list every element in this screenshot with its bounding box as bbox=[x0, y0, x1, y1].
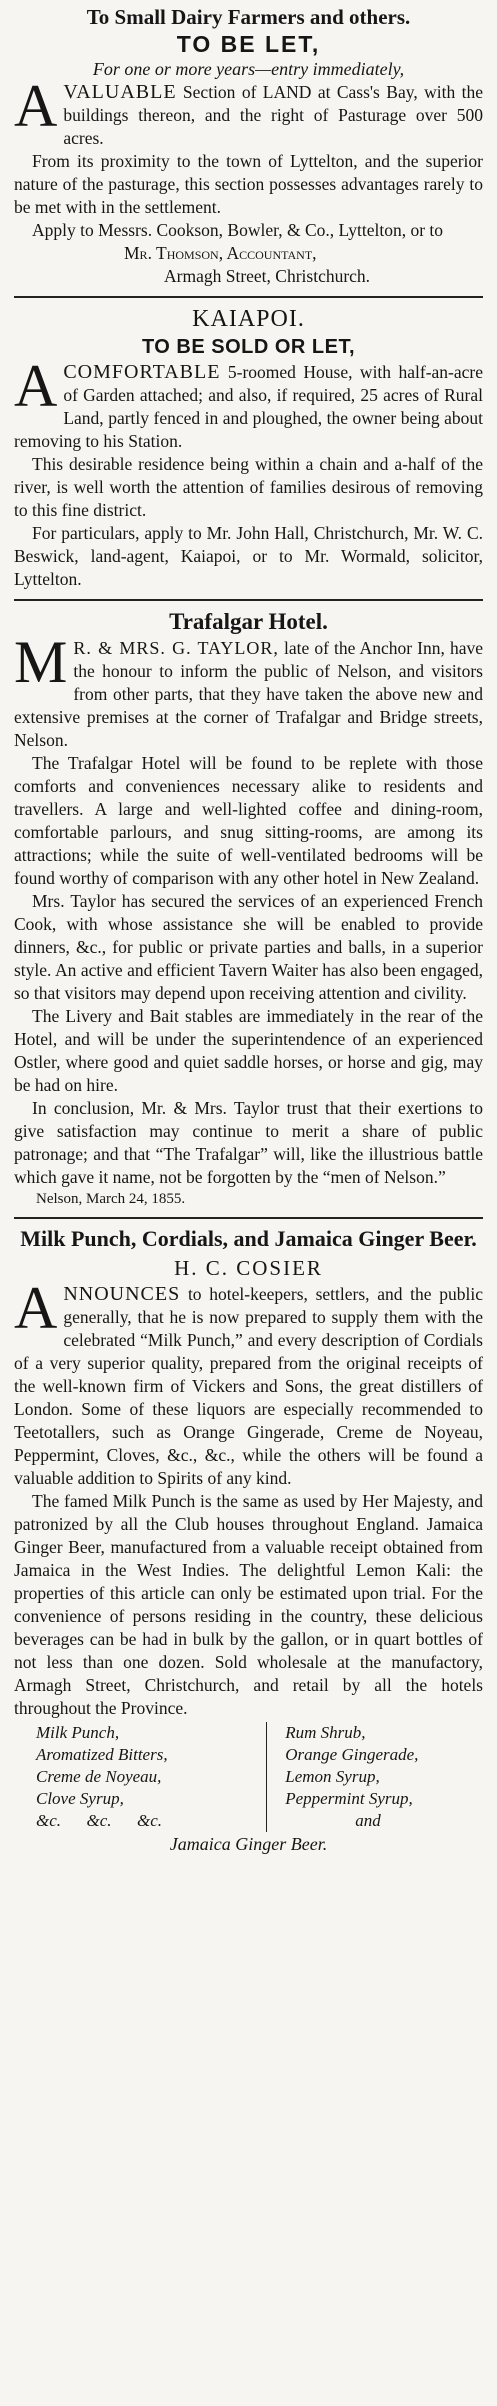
ad4-product-list-right bbox=[267, 1722, 483, 1832]
ad1-subheading: For one or more years—entry immediately, bbox=[92, 59, 405, 79]
product-item: and bbox=[355, 1811, 381, 1830]
ad3-paragraph-4: The Livery and Bait stables are immediately in the rear of the Hotel, and will be under the superintendence of an experienced Ostler, where good and quiet saddle horses, or horse and gig, may be had on hire. bbox=[14, 1006, 483, 1095]
ad4-footer: Jamaica Ginger Beer. bbox=[169, 1834, 328, 1854]
ad1-contact-street: Armagh Street, Christchurch. bbox=[164, 266, 371, 286]
ad4-paragraph-1 bbox=[14, 1275, 483, 1490]
ad2-heading: KAIAPOI. bbox=[192, 306, 305, 332]
product-item: Rum Shrub, bbox=[285, 1723, 366, 1742]
product-item: Aromatized Bitters, bbox=[36, 1745, 168, 1764]
ad2-lead-word: COMFORTABLE bbox=[63, 361, 221, 383]
ad4-drop-cap: A bbox=[14, 1275, 58, 1341]
ad1-paragraph-3: Apply to Messrs. Cookson, Bowler, & Co., Lyttelton, or to bbox=[32, 220, 444, 240]
product-item: &c. &c. &c. bbox=[36, 1811, 163, 1830]
ad1-to-let: TO BE LET, bbox=[176, 31, 321, 57]
ad4-paragraph-1-text: to hotel-keepers, settlers, and the public generally, that he is now prepared to supply them with the celebrated “Milk Punch,” and every description of Cordials of a very superior quality, prepared from the original receipts of the well-known firm of Vickers and Sons, the great distillers of London. Some of these liquors are especially recommended to Teetotallers, such as Orange Gingerade, Creme de Noyeau, Peppermint, Cloves, &c., &c., while the others will be found a valuable addition to Spirits of any kind. bbox=[14, 1284, 483, 1488]
ad2-paragraph-2: This desirable residence being within a chain and a-half of the river, is well worth the attention of families desirous of removing to this fine district. bbox=[14, 454, 483, 520]
ad3-dateline: Nelson, March 24, 1855. bbox=[36, 1191, 186, 1207]
ad3-paragraph-5: In conclusion, Mr. & Mrs. Taylor trust that their exertions to give satisfaction may continue to merit a share of public patronage; and that “The Trafalgar” will, like the illustrious battle which gave it name, not be forgotten by the “men of Nelson.” bbox=[14, 1098, 483, 1187]
ad4-product-list-left bbox=[14, 1722, 267, 1832]
ad2-paragraph-1-text: 5-roomed House, with half-an-acre of Garden attached; and also, if required, 25 acres of Rural Land, partly fenced in and ploughed, the owner being about removing to his Station. bbox=[14, 362, 483, 451]
ad1-body bbox=[14, 73, 483, 288]
ad4-product-list bbox=[14, 1722, 483, 1832]
product-item: Milk Punch, bbox=[36, 1723, 120, 1742]
ad4-merchant-name: H. C. COSIER bbox=[174, 1256, 323, 1280]
product-item: Peppermint Syrup, bbox=[285, 1789, 413, 1808]
ad1-contact-name: Mr. Thomson, Accountant, bbox=[124, 243, 317, 263]
ad-kaiapoi bbox=[14, 304, 483, 591]
ad-dairy-farmers bbox=[14, 4, 483, 288]
ad3-drop-cap: M bbox=[14, 629, 68, 695]
ad3-lead-word: R. & MRS. G. TAYLOR, bbox=[73, 638, 279, 658]
divider bbox=[14, 1217, 483, 1219]
ad3-paragraph-1 bbox=[14, 629, 483, 752]
ad4-paragraph-2: The famed Milk Punch is the same as used by Her Majesty, and patronized by all the Club houses throughout England. Jamaica Ginger Beer, manufactured from a valuable receipt obtained from Jamaica in the West Indies. The delightful Lemon Kali: the properties of this article can only be estimated upon trial. For the convenience of persons residing in the country, these delicious beverages can be had in bulk by the gallon, or in quart bottles of not less than one dozen. Sold wholesale at the manufactory, Armagh Street, Christchurch, and retail by all the hotels throughout the Province. bbox=[14, 1491, 483, 1718]
product-item: Clove Syrup, bbox=[36, 1789, 124, 1808]
ad1-heading: To Small Dairy Farmers and others. bbox=[86, 5, 411, 29]
ad3-paragraph-3: Mrs. Taylor has secured the services of an experienced French Cook, with whose assistance she will be enabled to provide dinners, &c., for public or private parties and balls, in a superior style. An active and efficient Tavern Waiter has also been engaged, so that visitors may depend upon receiving attention and civility. bbox=[14, 891, 483, 1003]
ad4-body bbox=[14, 1275, 483, 1720]
ad3-heading: Trafalgar Hotel. bbox=[169, 609, 328, 634]
ad2-paragraph-3: For particulars, apply to Mr. John Hall, Christchurch, Mr. W. C. Beswick, land-agent, Kaiapoi, or to Mr. Wormald, solicitor, Lyttelton. bbox=[14, 523, 483, 589]
ad-milk-punch bbox=[14, 1225, 483, 1855]
ad4-lead-word: NNOUNCES bbox=[63, 1283, 181, 1305]
ad-trafalgar-hotel bbox=[14, 607, 483, 1209]
product-item: Orange Gingerade, bbox=[285, 1745, 419, 1764]
divider bbox=[14, 296, 483, 298]
ad1-paragraph-2: From its proximity to the town of Lyttelton, and the superior nature of the pasturage, this section possesses advantages rarely to be met with in the settlement. bbox=[14, 151, 483, 217]
ad3-paragraph-2: The Trafalgar Hotel will be found to be replete with those comforts and conveniences necessary alike to residents and travellers. A large and well-lighted coffee and dining-room, comfortable parlours, and snug sitting-rooms, are among its attractions; while the suite of well-ventilated bedrooms will be found worthy of comparison with any other hotel in New Zealand. bbox=[14, 753, 483, 888]
ad2-body bbox=[14, 353, 483, 591]
ad3-paragraph-1-text: late of the Anchor Inn, have the honour to inform the public of Nelson, and visitors from other parts, that they have taken the above new and extensive premises at the corner of Trafalgar and Bridge streets, Nelson. bbox=[14, 638, 483, 750]
product-item: Lemon Syrup, bbox=[285, 1767, 380, 1786]
ad1-paragraph-1-text: Section of LAND at Cass's Bay, with the buildings thereon, and the right of Pasturage over 500 acres. bbox=[63, 82, 483, 148]
ad1-paragraph-1 bbox=[14, 73, 483, 150]
ad4-heading: Milk Punch, Cordials, and Jamaica Ginger Beer. bbox=[20, 1226, 477, 1251]
ad3-body bbox=[14, 629, 483, 1209]
ad1-drop-cap: A bbox=[14, 73, 58, 139]
divider bbox=[14, 599, 483, 601]
ad2-drop-cap: A bbox=[14, 353, 58, 419]
product-item: Creme de Noyeau, bbox=[36, 1767, 162, 1786]
ad2-subheading: TO BE SOLD OR LET, bbox=[141, 336, 356, 358]
ad1-lead-word: VALUABLE bbox=[63, 81, 177, 103]
ad2-paragraph-1 bbox=[14, 353, 483, 453]
